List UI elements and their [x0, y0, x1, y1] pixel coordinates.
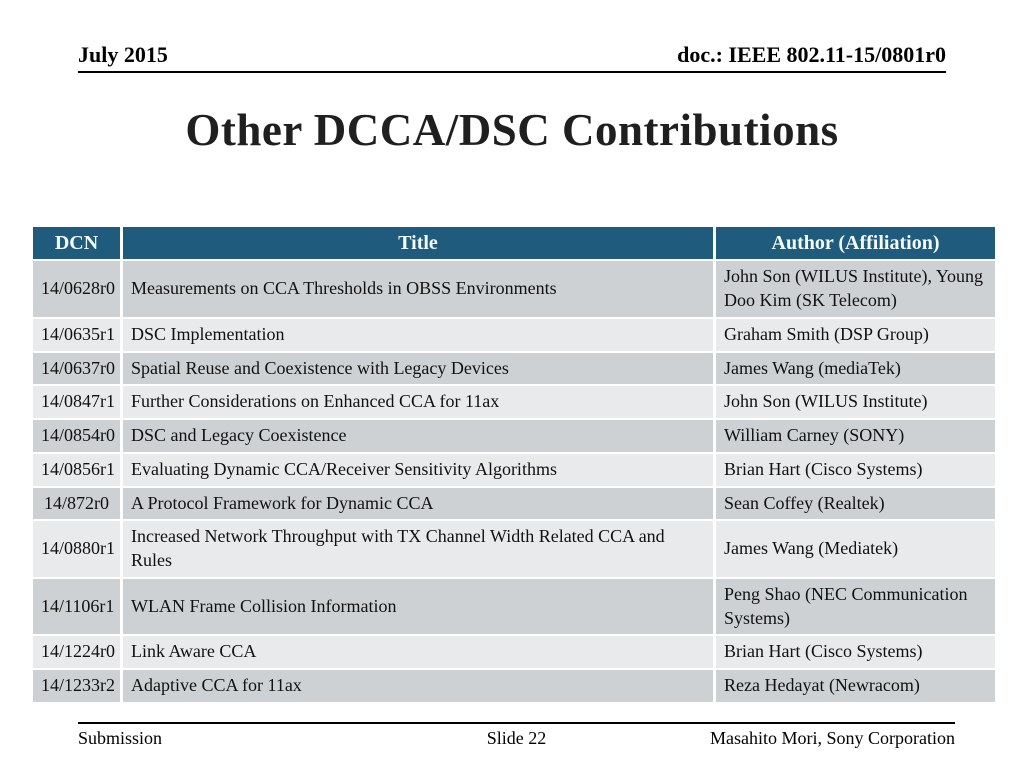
table-row — [32, 318, 997, 352]
cell-author: James Wang (mediaTek) — [715, 352, 997, 386]
cell-dcn: 14/0854r0 — [32, 419, 122, 453]
cell-dcn: 14/0880r1 — [32, 520, 122, 578]
column-header-author: Author (Affiliation) — [715, 226, 997, 260]
cell-title: DSC Implementation — [122, 318, 715, 352]
cell-dcn: 14/0637r0 — [32, 352, 122, 386]
cell-title: WLAN Frame Collision Information — [122, 578, 715, 636]
cell-author: John Son (WILUS Institute), Young Doo Kim (SK Telecom) — [715, 260, 997, 318]
cell-title: Spatial Reuse and Coexistence with Legacy Devices — [122, 352, 715, 386]
column-header-title: Title — [122, 226, 715, 260]
cell-dcn: 14/0635r1 — [32, 318, 122, 352]
cell-dcn: 14/0628r0 — [32, 260, 122, 318]
cell-dcn: 14/1106r1 — [32, 578, 122, 636]
table-row — [32, 669, 997, 703]
page-header — [78, 42, 946, 73]
column-header-dcn: DCN — [32, 226, 122, 260]
cell-author: Brian Hart (Cisco Systems) — [715, 453, 997, 487]
table-row — [32, 419, 997, 453]
cell-author: James Wang (Mediatek) — [715, 520, 997, 578]
cell-dcn: 14/0847r1 — [32, 385, 122, 419]
cell-author: Graham Smith (DSP Group) — [715, 318, 997, 352]
table-header-row — [32, 226, 997, 260]
footer-slide-number: Slide 22 — [486, 728, 547, 748]
cell-title: Evaluating Dynamic CCA/Receiver Sensitivity Algorithms — [122, 453, 715, 487]
header-date: July 2015 — [78, 42, 168, 67]
cell-title: A Protocol Framework for Dynamic CCA — [122, 487, 715, 521]
cell-title: DSC and Legacy Coexistence — [122, 419, 715, 453]
table-row — [32, 520, 997, 578]
table-row — [32, 260, 997, 318]
slide-title: Other DCCA/DSC Contributions — [185, 105, 839, 155]
table-row — [32, 635, 997, 669]
cell-author: John Son (WILUS Institute) — [715, 385, 997, 419]
table-row — [32, 385, 997, 419]
cell-title: Measurements on CCA Thresholds in OBSS Environments — [122, 260, 715, 318]
header-doc-number: doc.: IEEE 802.11-15/0801r0 — [677, 42, 946, 67]
table-row — [32, 487, 997, 521]
contributions-table — [30, 225, 998, 704]
cell-title: Increased Network Throughput with TX Channel Width Related CCA and Rules — [122, 520, 715, 578]
cell-author: Brian Hart (Cisco Systems) — [715, 635, 997, 669]
table-row — [32, 578, 997, 636]
cell-author: William Carney (SONY) — [715, 419, 997, 453]
table-row — [32, 352, 997, 386]
cell-title: Adaptive CCA for 11ax — [122, 669, 715, 703]
table-row — [32, 453, 997, 487]
cell-title: Further Considerations on Enhanced CCA for 11ax — [122, 385, 715, 419]
cell-dcn: 14/872r0 — [32, 487, 122, 521]
cell-dcn: 14/1224r0 — [32, 635, 122, 669]
cell-author: Peng Shao (NEC Communication Systems) — [715, 578, 997, 636]
footer-author-name: Masahito Mori, Sony Corporation — [710, 728, 955, 748]
cell-dcn: 14/0856r1 — [32, 453, 122, 487]
cell-author: Sean Coffey (Realtek) — [715, 487, 997, 521]
table-body — [32, 260, 997, 703]
footer-submission-label: Submission — [78, 728, 163, 748]
cell-dcn: 14/1233r2 — [32, 669, 122, 703]
page-footer — [78, 722, 955, 749]
cell-title: Link Aware CCA — [122, 635, 715, 669]
cell-author: Reza Hedayat (Newracom) — [715, 669, 997, 703]
